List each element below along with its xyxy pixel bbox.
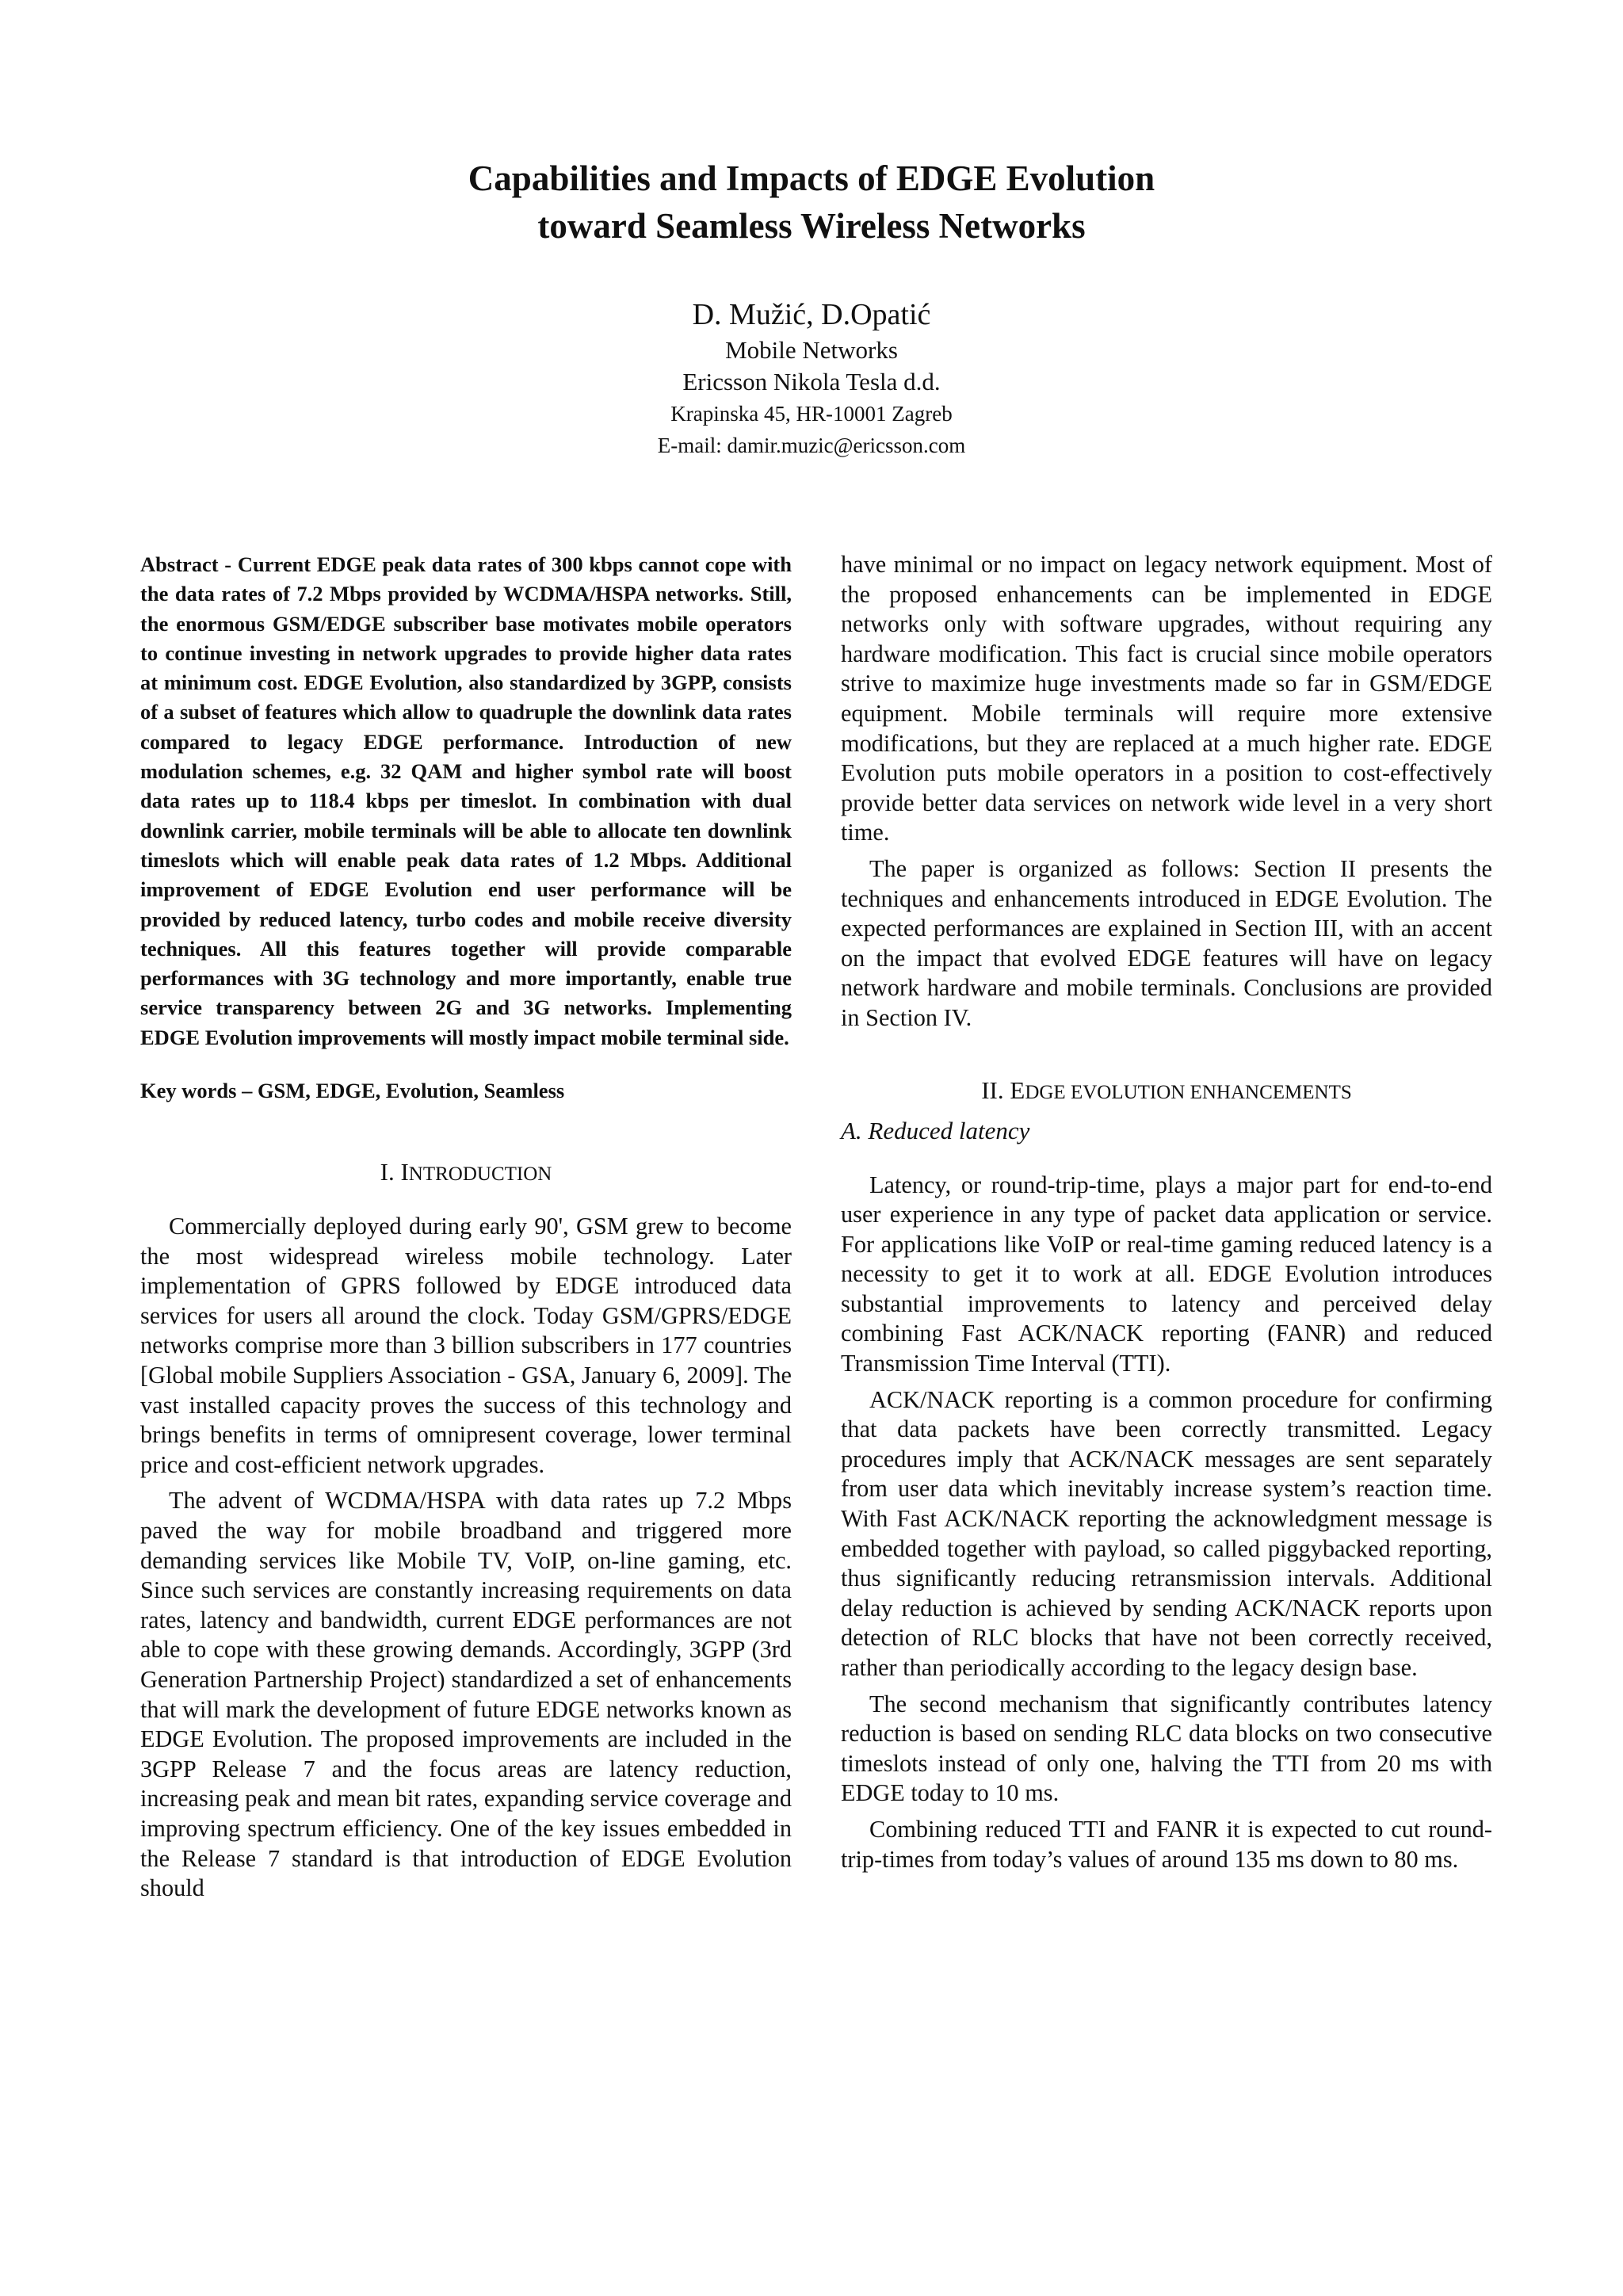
paper-title-line-1: Capabilities and Impacts of EDGE Evolution: [468, 159, 1155, 198]
section-title: DGE EVOLUTION ENHANCEMENTS: [1025, 1081, 1352, 1103]
intro-paragraph-1: Commercially deployed during early 90', GSM grew to become the most widespread wireless mobile technology. Later implementation of GPRS followed by EDGE introduced data services for users all around the clock. Today GSM/GPRS/EDGE networks comprise more than 3 billion subscribers in 177 countries [Global mobile Suppliers Association - GSA, January 6, 2009]. The vast installed capacity proves the success of this technology and brings benefits in terms of omnipresent coverage, lower terminal price and cost-efficient network upgrades.: [140, 1213, 792, 1478]
keywords: Key words – GSM, EDGE, Evolution, Seamless: [140, 1079, 565, 1103]
latency-paragraph-1: Latency, or round-trip-time, plays a major part for end-to-end user experience in any type of packet data application or service. For applications like VoIP or real-time gaming reduced latency is a necessity to get it to work at all. EDGE Evolution introduces substantial improvements to latency and perceived delay combining Fast ACK/NACK reporting (FANR) and reduced Transmission Time Interval (TTI).: [841, 1171, 1492, 1377]
intro-paragraph-2-continued: have minimal or no impact on legacy network equipment. Most of the proposed enhancements can be implemented in EDGE networks only with software upgrades, without requiring any hardware modification. This fact is crucial since mobile operators strive to maximize huge investments made so far in GSM/EDGE equipment. Mobile terminals will require more extensive modifications, but they are replaced at a much higher rate. EDGE Evolution puts mobile operators in a position to cost-effectively provide better data services on network wide level in a very short time.: [841, 551, 1492, 846]
intro-paragraph-3: The paper is organized as follows: Section II presents the techniques and enhancements introduced in EDGE Evolution. The expected performances are explained in Section III, with an accent on the impact that evolved EDGE features will have on legacy network hardware and mobile terminals. Conclusions are provided in Section IV.: [841, 854, 1492, 1031]
section-number: I. I: [380, 1158, 409, 1186]
author-department: Mobile Networks: [725, 336, 898, 364]
author-address: Krapinska 45, HR-10001 Zagreb: [670, 402, 953, 426]
section-heading-introduction: [140, 1156, 792, 1190]
abstract: Abstract - Current EDGE peak data rates of 300 kbps cannot cope with the data rates of 7.2 Mbps provided by WCDMA/HSPA networks. Still, the enormous GSM/EDGE subscriber base motivates mobile operators to continue investing in network upgrades to provide higher data rates at minimum cost. EDGE Evolution, also standardized by 3GPP, consists of a subset of features which allow to quadruple the downlink data rates compared to legacy EDGE performance. Introduction of new modulation schemes, e.g. 32 QAM and higher symbol rate will boost data rates up to 118.4 kbps per timeslot. In combination with dual downlink carrier, mobile terminals will be able to allocate ten downlink timeslots which will enable peak data rates of 1.2 Mbps. Additional improvement of EDGE Evolution end user performance will be provided by reduced latency, turbo codes and mobile receive diversity techniques. All this features together will provide comparable performances with 3G technology and more importantly, enable true service transparency between 2G and 3G networks. Implementing EDGE Evolution improvements will mostly impact mobile terminal side.: [140, 552, 792, 1049]
author-email: E-mail: damir.muzic@ericsson.com: [657, 434, 966, 457]
left-column: [140, 550, 792, 1910]
intro-paragraph-2: The advent of WCDMA/HSPA with data rates up 7.2 Mbps paved the way for mobile broadband and triggered more demanding services like Mobile TV, VoIP, on-line gaming, etc. Since such services are constantly increasing requirements on data rates, latency and bandwidth, current EDGE performances are not able to cope with these growing demands. Accordingly, 3GPP (3rd Generation Partnership Project) standardized a set of enhancements that will mark the development of future EDGE networks known as EDGE Evolution. The proposed improvements are included in the 3GPP Release 7 and the focus areas are latency reduction, increasing peak and mean bit rates, expanding service coverage and improving spectrum efficiency. One of the key issues embedded in the Release 7 standard is that introduction of EDGE Evolution should: [140, 1487, 792, 1902]
author-names: D. Mužić, D.Opatić: [692, 298, 931, 331]
latency-paragraph-2: ACK/NACK reporting is a common procedure for confirming that data packets have been correctly transmitted. Legacy procedures imply that ACK/NACK messages are sent separately from user data which inevitably increase system’s reaction time. With Fast ACK/NACK reporting the acknowledgment message is embedded together with payload, so called piggybacked reporting, thus significantly reducing retransmission intervals. Additional delay reduction is achieved by sending ACK/NACK reports upon detection of RLC blocks that have not been correctly received, rather than periodically according to the legacy design base.: [841, 1385, 1492, 1681]
right-column: [841, 550, 1492, 1881]
author-block: [0, 295, 1623, 461]
paper-title: [0, 155, 1623, 250]
section-heading-edge-evolution: [841, 1075, 1492, 1109]
subsection-heading-reduced-latency: A. Reduced latency: [841, 1116, 1030, 1144]
author-company: Ericsson Nikola Tesla d.d.: [682, 368, 941, 395]
section-title: NTRODUCTION: [408, 1163, 552, 1186]
section-number: II. E: [981, 1075, 1025, 1104]
latency-paragraph-3: The second mechanism that significantly contributes latency reduction is based on sending RLC data blocks on two consecutive timeslots instead of only one, halving the TTI from 20 ms with EDGE today to 10 ms.: [841, 1690, 1492, 1807]
paper-title-line-2: toward Seamless Wireless Networks: [537, 206, 1086, 246]
latency-paragraph-4: Combining reduced TTI and FANR it is expected to cut round-trip-times from today’s values of around 135 ms down to 80 ms.: [841, 1815, 1492, 1873]
